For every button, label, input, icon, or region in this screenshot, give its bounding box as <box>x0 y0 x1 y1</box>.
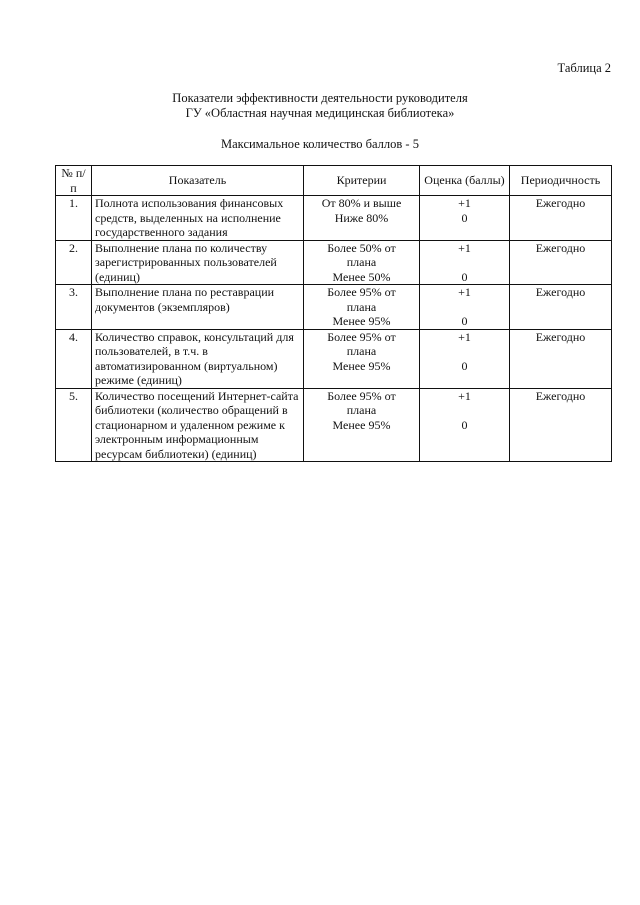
table-row <box>56 196 612 241</box>
max-points-note: Максимальное количество баллов - 5 <box>221 137 419 151</box>
score-cell: +1 0 <box>420 329 510 388</box>
score-cell: +1 0 <box>420 285 510 330</box>
indicator-cell: Количество справок, консультаций для пользователей, в т.ч. в автоматизированном (виртуальном) режиме (единиц) <box>92 329 304 388</box>
score-cell: +1 0 <box>420 240 510 285</box>
kpi-table <box>55 165 612 462</box>
score-cell: +1 0 <box>420 196 510 241</box>
table-row <box>56 285 612 330</box>
row-number: 1. <box>56 196 92 241</box>
periodicity-cell: Ежегодно <box>510 388 612 462</box>
column-header-num: № п/п <box>56 166 92 196</box>
indicator-cell: Количество посещений Интернет-сайта библиотеки (количество обращений в стационарном и удаленном режиме к электронным информационным ресурсам библиотеки) (единиц) <box>92 388 304 462</box>
title-line-1: Показатели эффективности деятельности руководителя <box>172 91 468 105</box>
row-number: 4. <box>56 329 92 388</box>
periodicity-cell: Ежегодно <box>510 196 612 241</box>
column-header-criteria: Критерии <box>304 166 420 196</box>
criteria-cell: Более 95% от плана Менее 95% <box>304 329 420 388</box>
table-row <box>56 329 612 388</box>
column-header-indicator: Показатель <box>92 166 304 196</box>
row-number: 5. <box>56 388 92 462</box>
row-number: 3. <box>56 285 92 330</box>
indicator-cell: Полнота использования финансовых средств, выделенных на исполнение государственного задания <box>92 196 304 241</box>
row-number: 2. <box>56 240 92 285</box>
periodicity-cell: Ежегодно <box>510 285 612 330</box>
criteria-cell: Более 95% от плана Менее 95% <box>304 285 420 330</box>
indicator-cell: Выполнение плана по реставрации документов (экземпляров) <box>92 285 304 330</box>
table-row <box>56 240 612 285</box>
score-cell: +1 0 <box>420 388 510 462</box>
title-line-2: ГУ «Областная научная медицинская библиотека» <box>185 106 455 120</box>
column-header-periodicity: Периодичность <box>510 166 612 196</box>
criteria-cell: Более 50% от плана Менее 50% <box>304 240 420 285</box>
table-row <box>56 388 612 462</box>
periodicity-cell: Ежегодно <box>510 240 612 285</box>
table-number: Таблица 2 <box>557 61 611 75</box>
criteria-cell: От 80% и выше Ниже 80% <box>304 196 420 241</box>
periodicity-cell: Ежегодно <box>510 329 612 388</box>
criteria-cell: Более 95% от плана Менее 95% <box>304 388 420 462</box>
document-title <box>0 91 640 121</box>
table-header-row <box>56 166 612 196</box>
column-header-score: Оценка (баллы) <box>420 166 510 196</box>
indicator-cell: Выполнение плана по количеству зарегистрированных пользователей (единиц) <box>92 240 304 285</box>
